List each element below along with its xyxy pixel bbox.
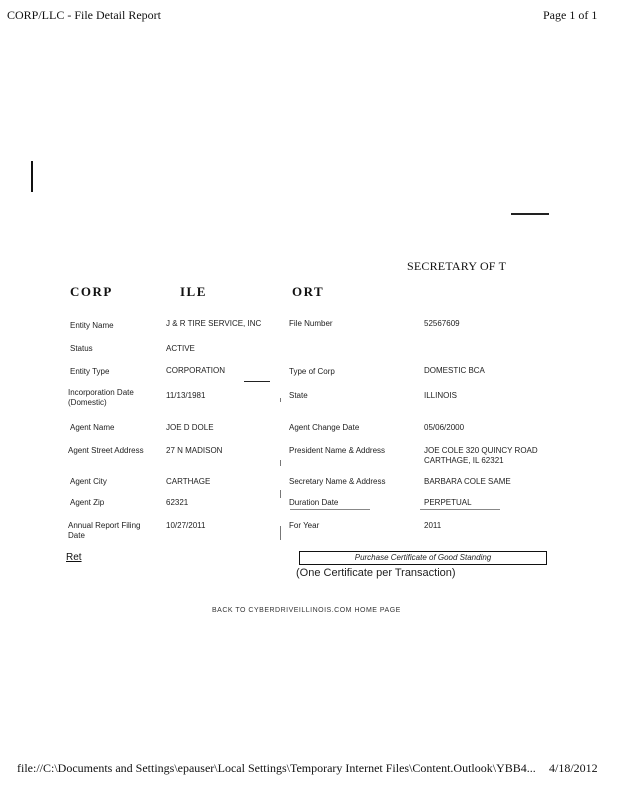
agent-change-date-value: 05/06/2000 <box>424 423 465 432</box>
agent-name-label: Agent Name <box>70 423 115 432</box>
file-number-label: File Number <box>289 319 333 328</box>
scan-mark <box>31 161 33 192</box>
agent-zip-label: Agent Zip <box>70 498 105 507</box>
entity-type-label: Entity Type <box>70 367 110 376</box>
report-title-part1: CORP <box>70 284 113 299</box>
annual-report-value: 10/27/2011 <box>166 521 206 530</box>
return-link[interactable]: Ret <box>66 552 82 563</box>
scan-mark <box>280 526 281 540</box>
entity-name-value: J & R TIRE SERVICE, INC <box>166 319 262 328</box>
annual-report-label: Annual Report Filing Date <box>68 521 141 540</box>
scan-mark <box>280 460 281 466</box>
incorporation-date-label: Incorporation Date (Domestic) <box>68 388 134 407</box>
file-number-value: 52567609 <box>424 319 460 328</box>
back-home-link[interactable]: BACK TO CYBERDRIVEILLINOIS.COM HOME PAGE <box>212 607 401 614</box>
secretary-label: Secretary Name & Address <box>289 477 386 486</box>
status-label: Status <box>70 344 93 353</box>
agent-change-date-label: Agent Change Date <box>289 423 360 432</box>
agent-city-value: CARTHAGE <box>166 477 211 486</box>
agent-name-value: JOE D DOLE <box>166 423 214 432</box>
president-label: President Name & Address <box>289 446 386 455</box>
agent-zip-value: 62321 <box>166 498 189 507</box>
incorporation-date-value: 11/13/1981 <box>166 391 206 400</box>
footer-date: 4/18/2012 <box>549 761 598 775</box>
report-title-part3: ORT <box>292 284 325 299</box>
purchase-certificate-button[interactable] <box>299 551 547 565</box>
entity-name-label: Entity Name <box>70 321 114 330</box>
scan-mark <box>280 398 281 402</box>
state-value: ILLINOIS <box>424 391 457 400</box>
footer-path: file://C:\Documents and Settings\epauser\Local Settings\Temporary Internet Files\Content.Outlook\YBB4... <box>17 761 536 775</box>
state-label: State <box>289 391 308 400</box>
scan-mark <box>244 381 270 382</box>
agent-street-label: Agent Street Address <box>68 446 144 455</box>
scan-mark <box>290 509 370 510</box>
one-certificate-note: (One Certificate per Transaction) <box>296 567 456 579</box>
type-of-corp-label: Type of Corp <box>289 367 335 376</box>
agent-street-value: 27 N MADISON <box>166 446 223 455</box>
purchase-certificate-label: Purchase Certificate of Good Standing <box>354 553 492 562</box>
page-number: Page 1 of 1 <box>543 8 598 22</box>
document-title: CORP/LLC - File Detail Report <box>7 8 161 22</box>
duration-label: Duration Date <box>289 498 339 507</box>
agent-city-label: Agent City <box>70 477 107 486</box>
type-of-corp-value: DOMESTIC BCA <box>424 366 485 375</box>
scan-mark <box>280 490 281 498</box>
scan-mark <box>511 213 549 215</box>
status-value: ACTIVE <box>166 344 195 353</box>
for-year-label: For Year <box>289 521 320 530</box>
president-value: JOE COLE 320 QUINCY ROAD CARTHAGE, IL 62321 <box>424 446 538 465</box>
secretary-value: BARBARA COLE SAME <box>424 477 511 486</box>
for-year-value: 2011 <box>424 521 442 530</box>
secretary-heading: SECRETARY OF T <box>407 259 507 273</box>
scan-mark <box>420 509 500 510</box>
entity-type-value: CORPORATION <box>166 366 225 375</box>
duration-value: PERPETUAL <box>424 498 472 507</box>
report-title-part2: ILE <box>180 284 207 299</box>
